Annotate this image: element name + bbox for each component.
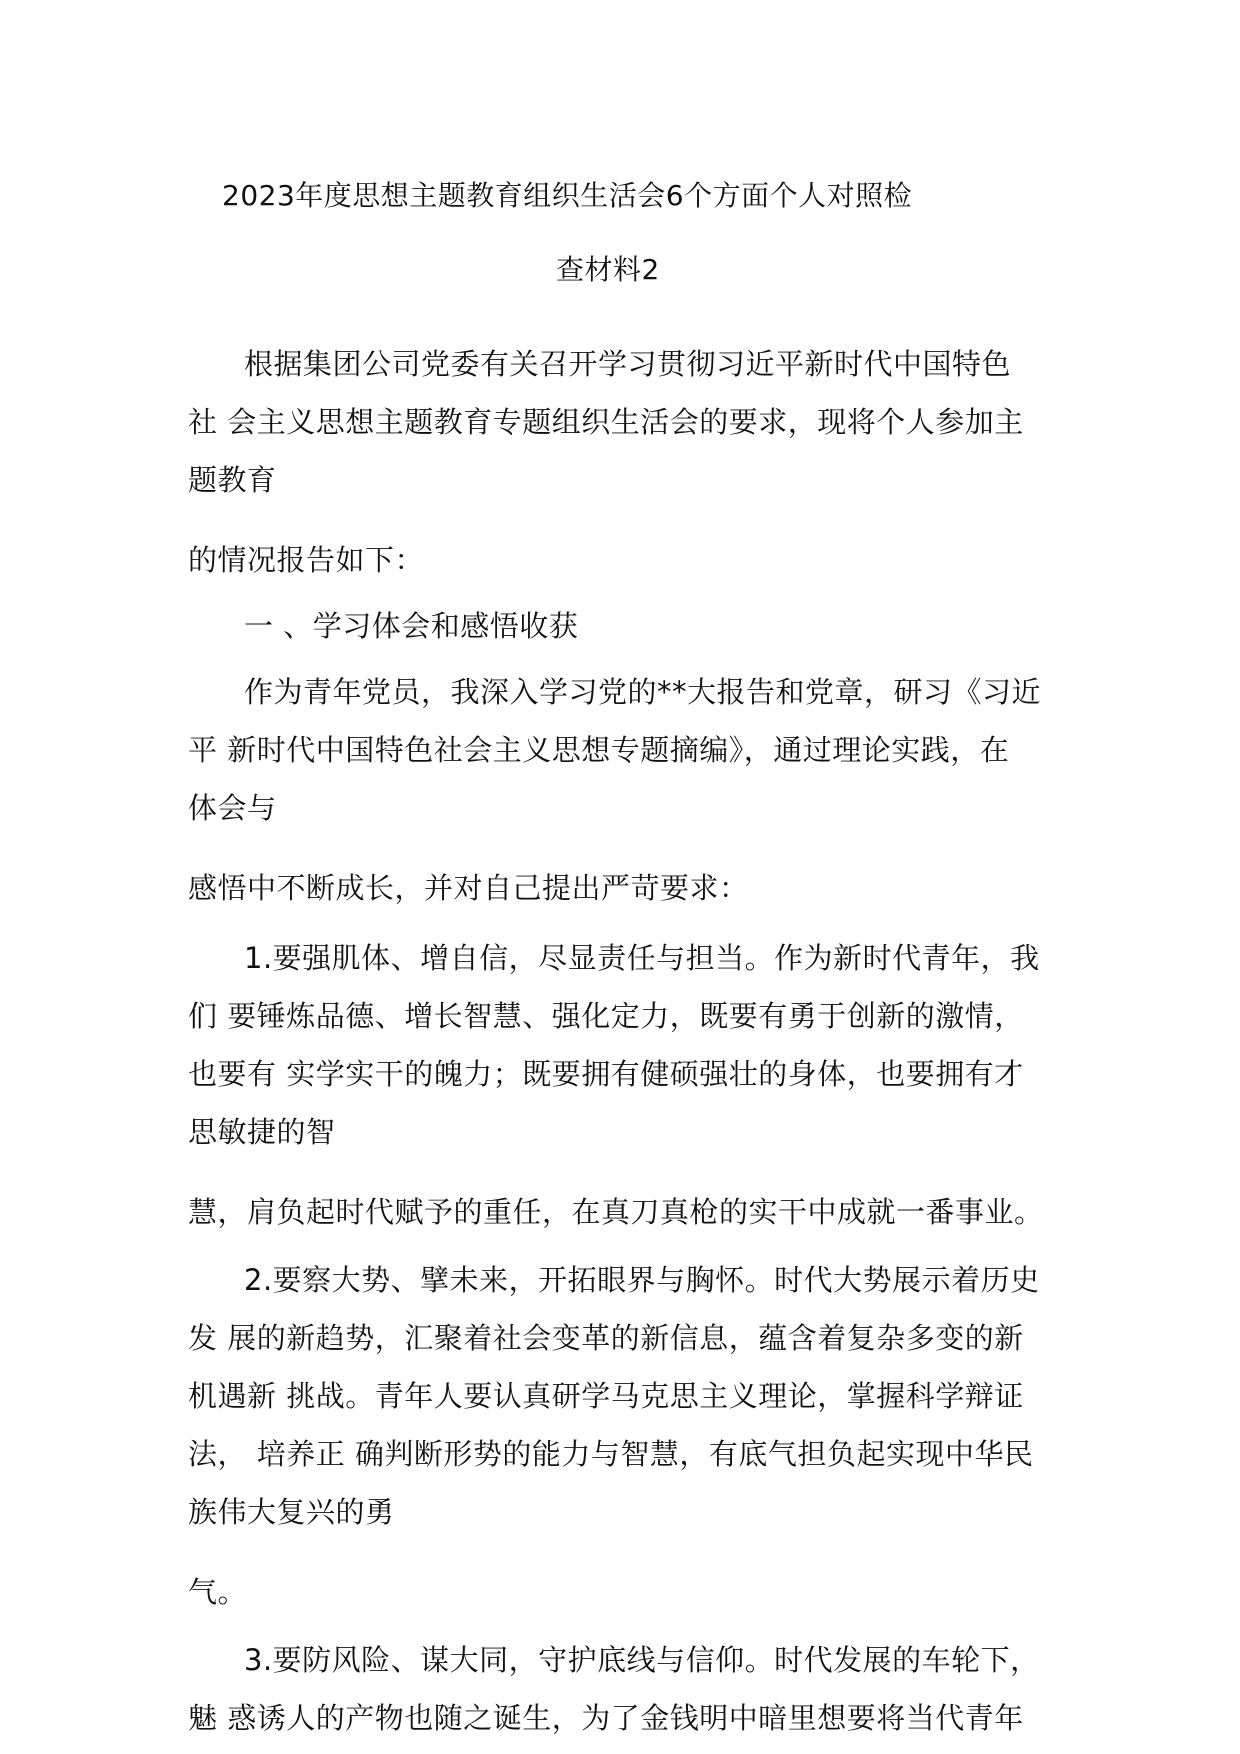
- paragraph-line: 题教育: [188, 463, 277, 497]
- paragraph-line: 1.要强肌体、增自信，尽显责任与担当。作为新时代青年，我: [244, 941, 1040, 975]
- paragraph-line: 3.要防风险、谋大同，守护底线与信仰。时代发展的车轮下，: [244, 1643, 1040, 1677]
- paragraph-line: 们 要锤炼品德、增长智慧、强化定力，既要有勇于创新的激情，: [188, 999, 1024, 1033]
- paragraph-line: 慧，肩负起时代赋予的重任，在真刀真枪的实干中成就一番事业。: [188, 1195, 1044, 1229]
- section-heading: 一 、学习体会和感悟收获: [244, 609, 579, 643]
- paragraph-line: 发 展的新趋势，汇聚着社会变革的新信息，蕴含着复杂多变的新: [188, 1321, 1024, 1355]
- document-title-line-1: 2023年度思想主题教育组织生活会6个方面个人对照检: [222, 179, 913, 212]
- paragraph-line: 族伟大复兴的勇: [188, 1495, 395, 1529]
- paragraph-line: 体会与: [188, 791, 277, 825]
- paragraph-line: 根据集团公司党委有关召开学习贯彻习近平新时代中国特色: [244, 347, 1012, 381]
- paragraph-line: 机遇新 挑战。青年人要认真研学马克思主义理论，掌握科学辩证: [188, 1379, 1024, 1413]
- paragraph-line: 法， 培养正 确判断形势的能力与智慧，有底气担负起实现中华民: [188, 1437, 1034, 1471]
- paragraph-line: 也要有 实学实干的魄力；既要拥有健硕强壮的身体，也要拥有才: [188, 1057, 1024, 1091]
- paragraph-line: 气。: [188, 1575, 248, 1609]
- paragraph-line: 魅 惑诱人的产物也随之诞生，为了金钱明中暗里想要将当代青年: [188, 1701, 1024, 1735]
- paragraph-line: 感悟中不断成长，并对自己提出严苛要求：: [188, 871, 749, 905]
- document-title-line-2: 查材料2: [556, 253, 660, 286]
- paragraph-line: 思敏捷的智: [188, 1115, 336, 1149]
- paragraph-line: 社 会主义思想主题教育专题组织生活会的要求，现将个人参加主: [188, 405, 1024, 439]
- paragraph-line: 2.要察大势、擘未来，开拓眼界与胸怀。时代大势展示着历史: [244, 1263, 1040, 1297]
- paragraph-line: 的情况报告如下：: [188, 543, 425, 577]
- paragraph-line: 平 新时代中国特色社会主义思想专题摘编》，通过理论实践，在: [188, 733, 1010, 767]
- paragraph-line: 作为青年党员，我深入学习党的**大报告和党章，研习《习近: [244, 675, 1042, 709]
